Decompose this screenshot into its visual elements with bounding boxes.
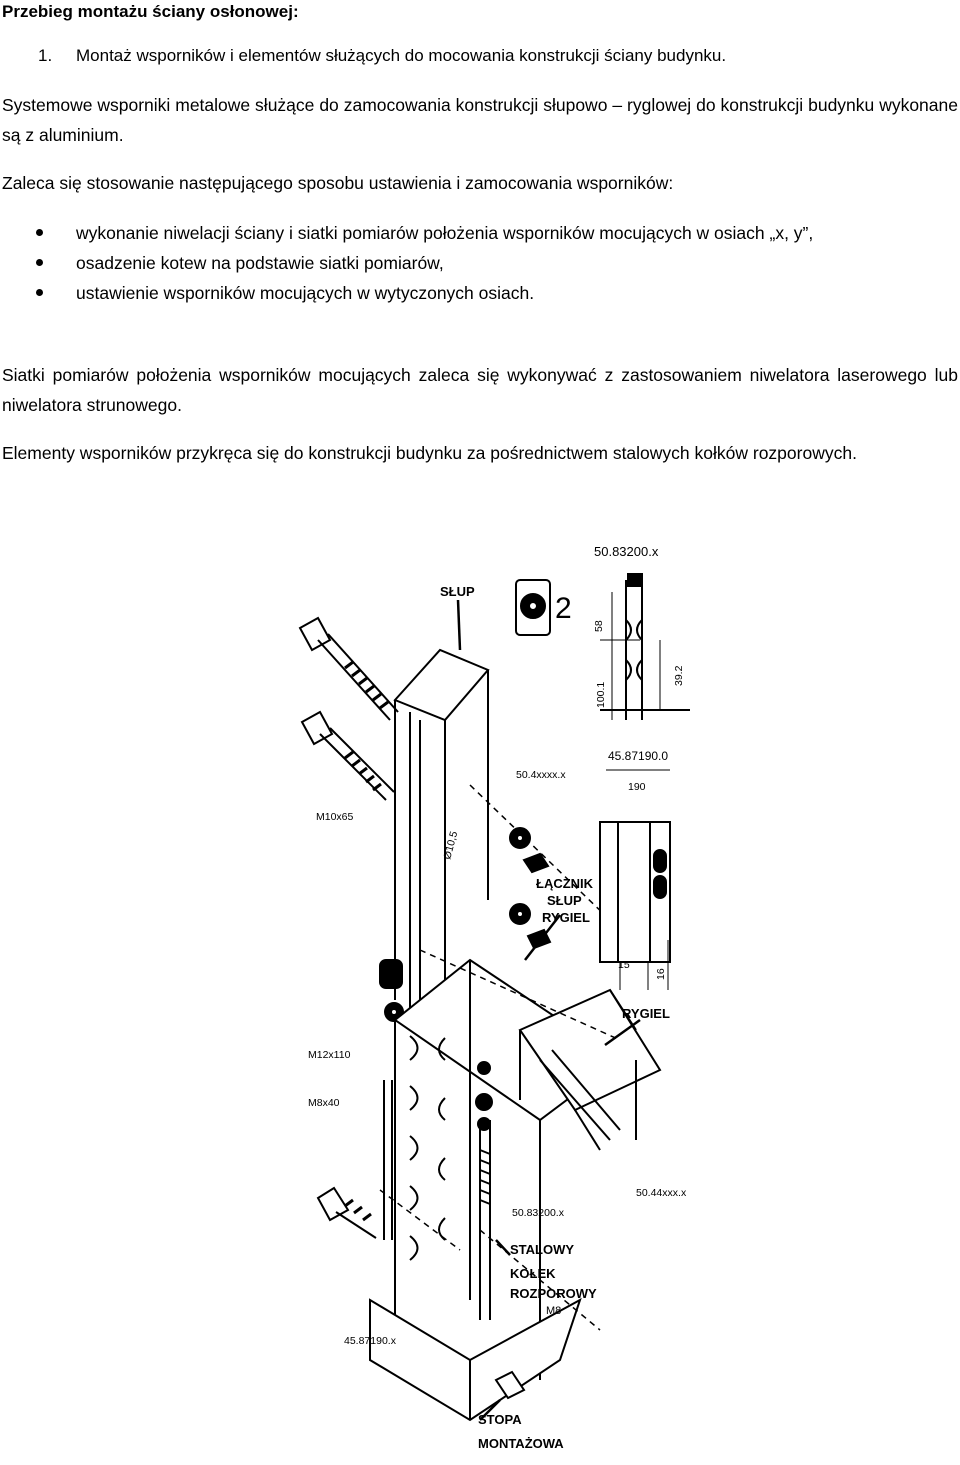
dim-190: 190	[628, 781, 646, 793]
dim-bolt-m12x110: M12x110	[308, 1049, 351, 1061]
badge-number: 2	[555, 592, 572, 625]
bullet-dot	[36, 229, 43, 236]
dim-bolt-m10-5: Ø10,5	[441, 830, 461, 861]
dim-code-50832002: 50.83200.x	[512, 1207, 564, 1219]
label-lacznik-3: RYGIEL	[542, 910, 590, 925]
assembly-drawing-svg	[270, 520, 960, 1460]
dim-code-504xxxx: 50.4xxxx.x	[516, 769, 566, 781]
paragraph-anchors: Elementy wsporników przykręca się do konstrukcji budynku za pośrednictwem stalowych kołków rozporowych.	[2, 443, 857, 463]
bullet-item	[0, 218, 956, 248]
dim-bolt-m10x65: M10x65	[316, 811, 354, 823]
bullet-item	[0, 248, 956, 278]
bullet-item	[0, 278, 956, 308]
label-slup: SŁUP	[440, 584, 475, 599]
document-heading: Przebieg montażu ściany osłonowej:	[2, 2, 299, 21]
label-rygiel: RYGIEL	[622, 1006, 670, 1021]
dim-code-5044xxx: 50.44xxx.x	[636, 1187, 687, 1199]
label-lacznik-1: ŁĄCZNIK	[536, 876, 594, 891]
dim-58: 58	[593, 620, 605, 632]
paragraph-supports: Systemowe wsporniki metalowe służące do zamocowania konstrukcji słupowo – ryglowej do konstrukcji budynku wykonane są z aluminium.	[2, 95, 958, 145]
bullet-text: osadzenie kotew na podstawie siatki pomiarów,	[76, 253, 444, 273]
numbered-item-number: 1.	[38, 46, 53, 65]
label-kolek-1: STALOWY	[510, 1242, 575, 1257]
dim-16: 16	[655, 968, 667, 980]
recycle-badge-icon	[516, 580, 550, 635]
bullet-text: wykonanie niwelacji ściany i siatki pomiarów położenia wsporników mocujących w osiach „x, y”,	[76, 223, 814, 243]
dim-15: 15	[618, 959, 630, 971]
bolt-upper-1	[300, 618, 398, 720]
dim-bolt-m8x40: M8x40	[308, 1097, 340, 1109]
label-lacznik-2: SŁUP	[547, 893, 582, 908]
bullet-list	[0, 218, 960, 308]
assembly-drawing	[270, 520, 960, 1460]
numbered-item-text: Montaż wsporników i elementów służących do mocowania konstrukcji ściany budynku.	[76, 46, 727, 65]
paragraph-leveling: Siatki pomiarów położenia wsporników mocujących zaleca się wykonywać z zastosowaniem niwelatora laserowego lub niwelatora strunowego.	[2, 365, 958, 415]
bullet-dot	[36, 259, 43, 266]
dim-100-1: 100.1	[595, 681, 607, 708]
bullet-dot	[36, 289, 43, 296]
dim-code-45871900: 45.87190.0	[608, 749, 669, 763]
label-kolek-3: ROZPOROWY	[510, 1286, 597, 1301]
bullet-text: ustawienie wsporników mocujących w wytyczonych osiach.	[76, 283, 535, 303]
bolt-lower	[318, 1080, 490, 1320]
bolt-upper-2	[302, 712, 394, 800]
dim-code-45871x: 45.87190.x	[344, 1335, 396, 1347]
dim-top-code: 50.83200.x	[594, 544, 659, 559]
label-stopa-1: STOPA	[478, 1412, 522, 1427]
profile-side-view	[600, 822, 670, 990]
label-kolek-4: M8	[546, 1305, 562, 1317]
dim-39-2: 39.2	[673, 665, 685, 686]
numbered-item	[38, 44, 726, 68]
label-stopa-2: MONTAŻOWA	[478, 1436, 564, 1451]
paragraph-recommendation: Zaleca się stosowanie następującego sposobu ustawienia i zamocowania wsporników:	[2, 173, 674, 193]
label-kolek-2: KOŁEK	[510, 1266, 556, 1281]
